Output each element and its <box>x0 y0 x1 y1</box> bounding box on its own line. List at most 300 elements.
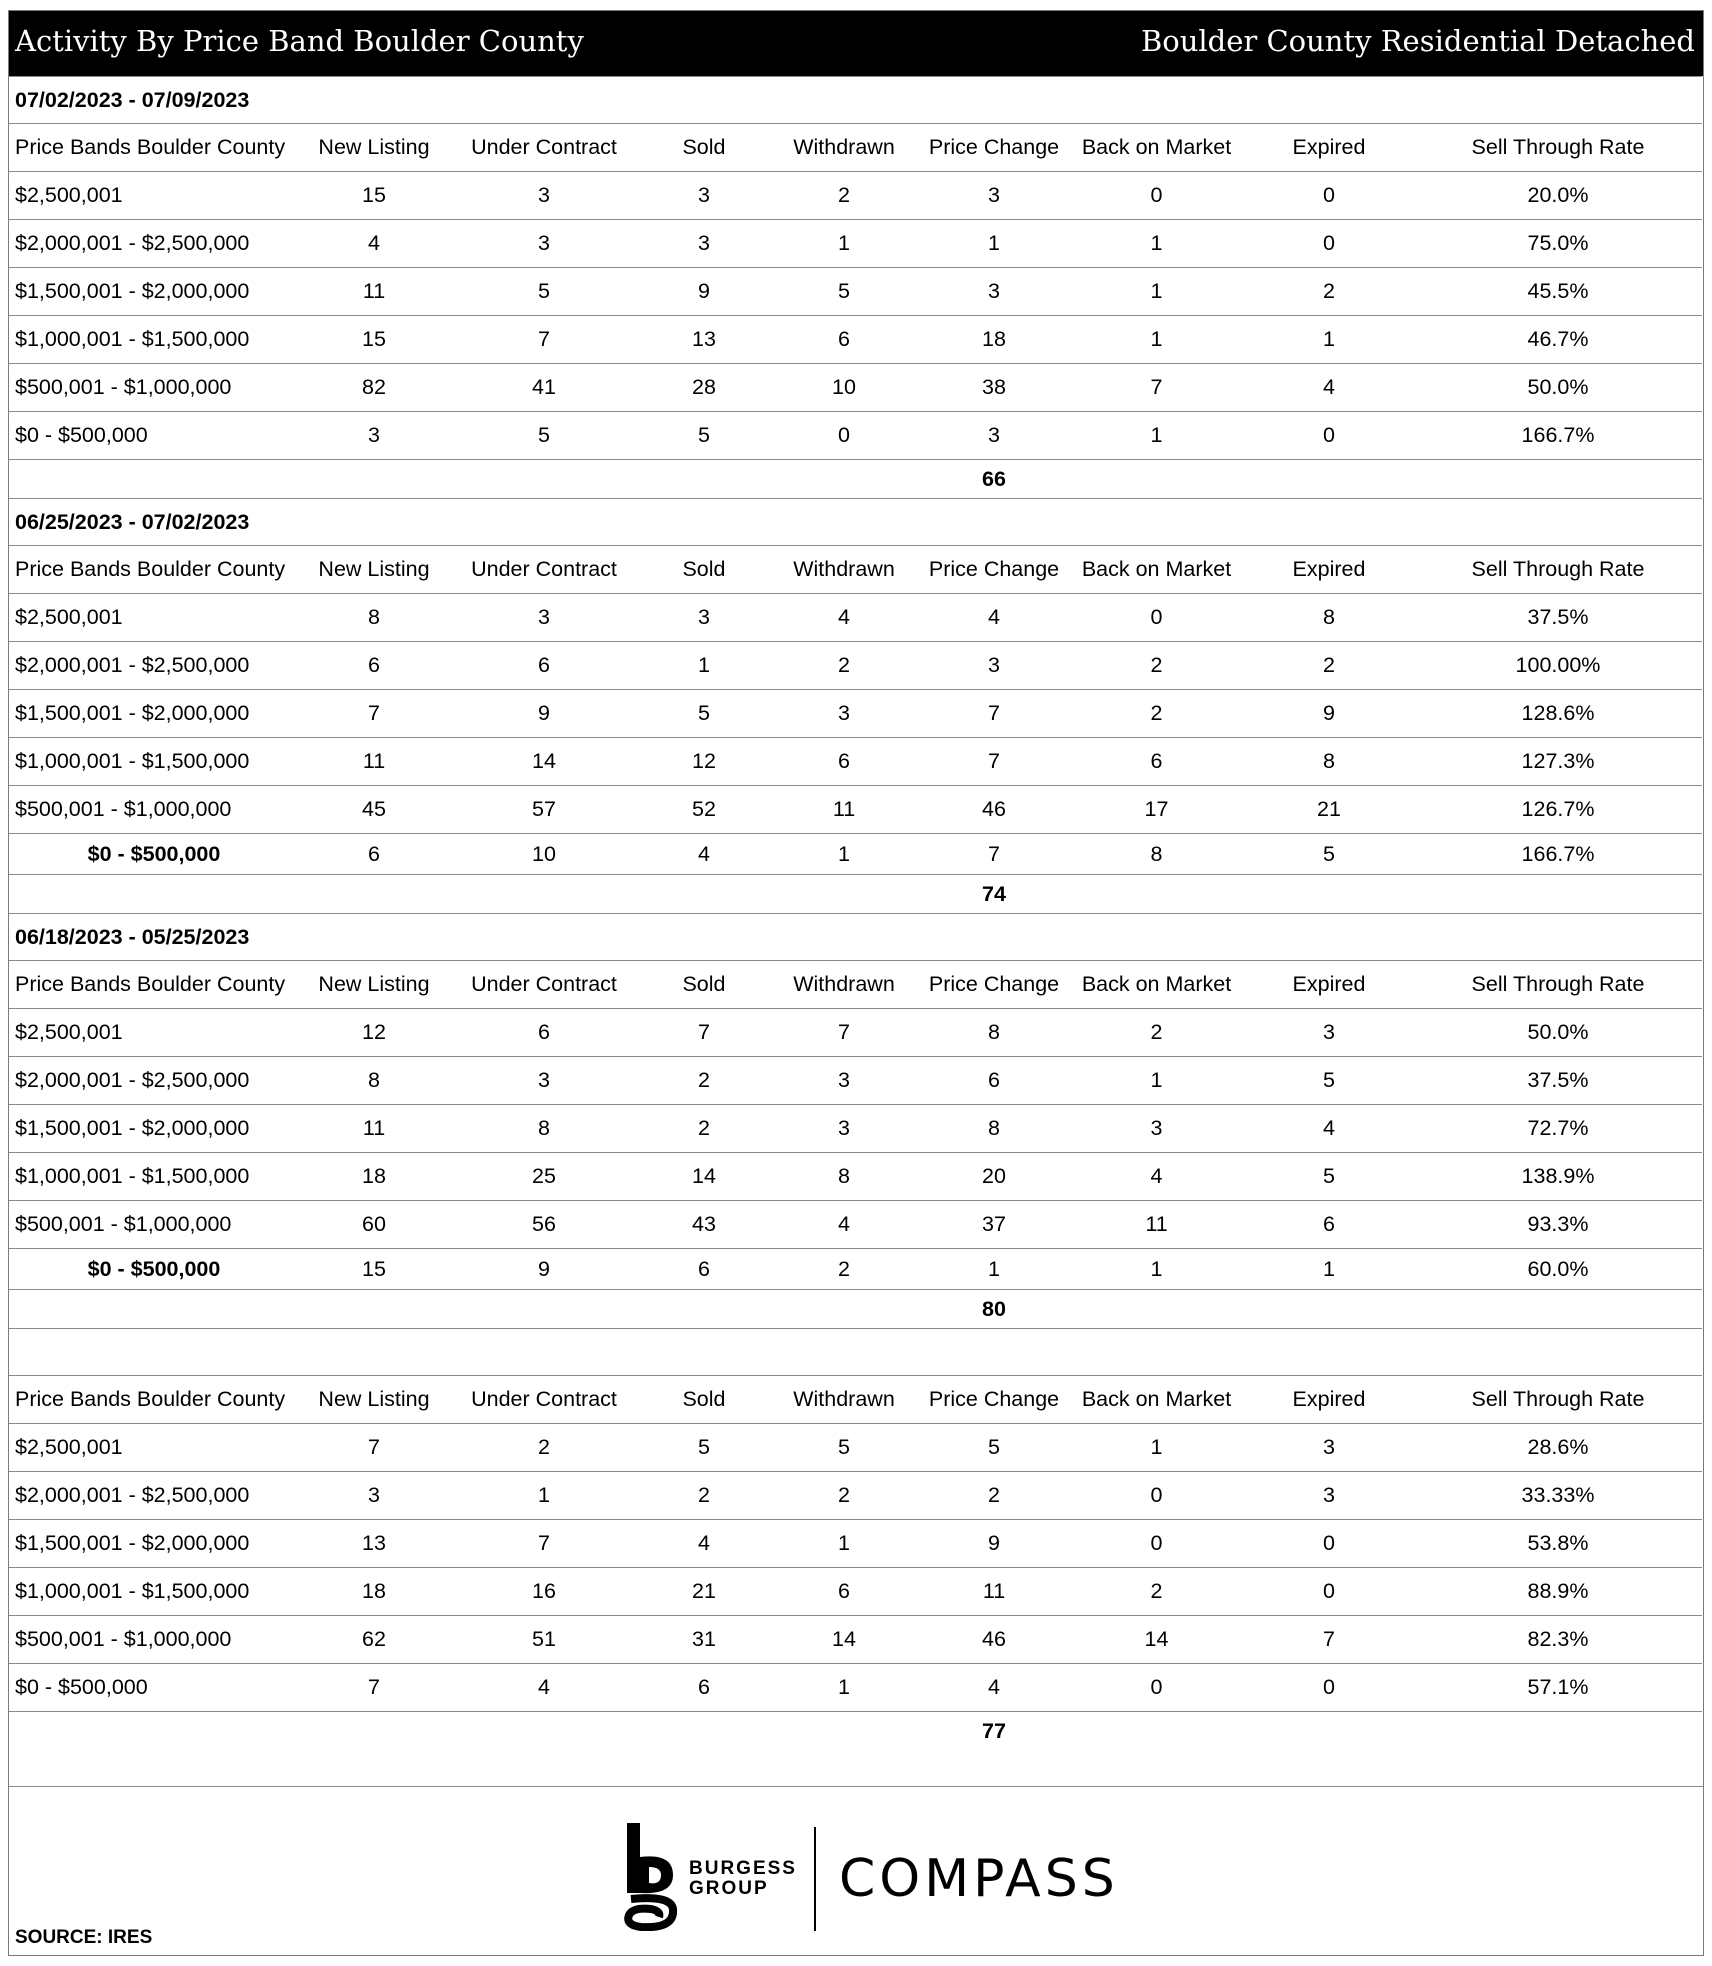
table-row <box>9 364 1702 412</box>
value-cell: 10 <box>769 364 919 412</box>
price-band-cell: $500,001 - $1,000,000 <box>9 364 299 412</box>
value-cell: 15 <box>299 172 449 220</box>
value-cell: 33.33% <box>1414 1472 1702 1520</box>
value-cell: 3 <box>919 172 1069 220</box>
total-value: 74 <box>919 875 1069 914</box>
value-cell: 6 <box>299 834 449 875</box>
value-cell: 53.8% <box>1414 1520 1702 1568</box>
value-cell: 15 <box>299 316 449 364</box>
value-cell: 7 <box>449 1520 639 1568</box>
value-cell: 8 <box>769 1153 919 1201</box>
value-cell: 82.3% <box>1414 1616 1702 1664</box>
value-cell: 3 <box>1069 1105 1244 1153</box>
value-cell: 4 <box>449 1664 639 1712</box>
value-cell: 2 <box>639 1057 769 1105</box>
price-band-cell: $0 - $500,000 <box>9 1249 299 1290</box>
table-row <box>9 220 1702 268</box>
value-cell: 1 <box>769 1664 919 1712</box>
value-cell: 93.3% <box>1414 1201 1702 1249</box>
period-row <box>9 499 1702 546</box>
value-cell: 28.6% <box>1414 1424 1702 1472</box>
value-cell: 4 <box>1069 1153 1244 1201</box>
value-cell: 45.5% <box>1414 268 1702 316</box>
value-cell: 4 <box>1244 364 1414 412</box>
value-cell: 12 <box>299 1009 449 1057</box>
value-cell: 2 <box>639 1472 769 1520</box>
price-band-table <box>9 76 1702 1750</box>
value-cell: 0 <box>1244 1664 1414 1712</box>
value-cell: 45 <box>299 786 449 834</box>
value-cell: 6 <box>769 316 919 364</box>
value-cell: 8 <box>449 1105 639 1153</box>
value-cell: 4 <box>769 1201 919 1249</box>
column-header: New Listing <box>299 1376 449 1424</box>
value-cell: 3 <box>1244 1472 1414 1520</box>
value-cell: 6 <box>919 1057 1069 1105</box>
value-cell: 13 <box>639 316 769 364</box>
value-cell: 14 <box>1069 1616 1244 1664</box>
table-row <box>9 1472 1702 1520</box>
value-cell: 21 <box>639 1568 769 1616</box>
price-band-cell: $1,000,001 - $1,500,000 <box>9 316 299 364</box>
value-cell: 6 <box>449 1009 639 1057</box>
column-header: Price Change <box>919 961 1069 1009</box>
table-row <box>9 1153 1702 1201</box>
value-cell: 50.0% <box>1414 1009 1702 1057</box>
value-cell: 2 <box>1069 1009 1244 1057</box>
value-cell: 5 <box>1244 834 1414 875</box>
value-cell: 1 <box>1069 412 1244 460</box>
report-subtitle: Boulder County Residential Detached <box>1140 24 1695 58</box>
column-header: Sell Through Rate <box>1414 124 1702 172</box>
value-cell: 1 <box>919 220 1069 268</box>
value-cell: 7 <box>639 1009 769 1057</box>
column-header: Price Bands Boulder County <box>9 124 299 172</box>
value-cell: 10 <box>449 834 639 875</box>
report-header <box>9 11 1703 76</box>
value-cell: 1 <box>639 642 769 690</box>
value-cell: 4 <box>1244 1105 1414 1153</box>
value-cell: 7 <box>1069 364 1244 412</box>
total-spacer <box>1069 1290 1702 1329</box>
table-row <box>9 738 1702 786</box>
value-cell: 3 <box>639 220 769 268</box>
table-row <box>9 594 1702 642</box>
price-band-cell: $1,000,001 - $1,500,000 <box>9 1153 299 1201</box>
value-cell: 3 <box>449 1057 639 1105</box>
column-header: New Listing <box>299 961 449 1009</box>
price-band-cell: $500,001 - $1,000,000 <box>9 1201 299 1249</box>
table-row <box>9 1105 1702 1153</box>
value-cell: 9 <box>449 690 639 738</box>
value-cell: 7 <box>919 738 1069 786</box>
value-cell: 1 <box>1069 1424 1244 1472</box>
value-cell: 5 <box>639 412 769 460</box>
value-cell: 5 <box>1244 1153 1414 1201</box>
period-row <box>9 914 1702 961</box>
price-band-cell: $0 - $500,000 <box>9 834 299 875</box>
value-cell: 18 <box>299 1568 449 1616</box>
value-cell: 1 <box>769 1520 919 1568</box>
total-spacer <box>9 1290 919 1329</box>
logo-divider <box>814 1827 816 1931</box>
table-row <box>9 1616 1702 1664</box>
value-cell: 0 <box>1069 172 1244 220</box>
value-cell: 2 <box>1069 690 1244 738</box>
value-cell: 2 <box>919 1472 1069 1520</box>
value-cell: 1 <box>1069 1249 1244 1290</box>
value-cell: 3 <box>299 412 449 460</box>
value-cell: 17 <box>1069 786 1244 834</box>
period-label <box>9 1329 1702 1376</box>
value-cell: 51 <box>449 1616 639 1664</box>
column-header: Price Change <box>919 1376 1069 1424</box>
value-cell: 1 <box>769 834 919 875</box>
value-cell: 38 <box>919 364 1069 412</box>
value-cell: 5 <box>919 1424 1069 1472</box>
total-value: 77 <box>919 1712 1069 1751</box>
price-band-cell: $0 - $500,000 <box>9 412 299 460</box>
value-cell: 57.1% <box>1414 1664 1702 1712</box>
column-header-row <box>9 1376 1702 1424</box>
value-cell: 11 <box>919 1568 1069 1616</box>
value-cell: 3 <box>769 1057 919 1105</box>
value-cell: 11 <box>299 268 449 316</box>
column-header: Sold <box>639 961 769 1009</box>
value-cell: 6 <box>769 1568 919 1616</box>
period-label: 07/02/2023 - 07/09/2023 <box>9 77 1702 124</box>
column-header: Back on Market <box>1069 546 1244 594</box>
table-row <box>9 268 1702 316</box>
value-cell: 12 <box>639 738 769 786</box>
price-band-cell: $2,500,001 <box>9 172 299 220</box>
total-row <box>9 875 1702 914</box>
column-header: Withdrawn <box>769 961 919 1009</box>
total-spacer <box>9 460 919 499</box>
value-cell: 6 <box>1069 738 1244 786</box>
column-header: Sold <box>639 546 769 594</box>
total-row <box>9 1290 1702 1329</box>
table-row <box>9 412 1702 460</box>
price-band-cell: $2,500,001 <box>9 1424 299 1472</box>
value-cell: 50.0% <box>1414 364 1702 412</box>
value-cell: 7 <box>919 690 1069 738</box>
value-cell: 8 <box>299 594 449 642</box>
table-row <box>9 316 1702 364</box>
report-title: Activity By Price Band Boulder County <box>15 24 584 58</box>
period-label: 06/18/2023 - 05/25/2023 <box>9 914 1702 961</box>
burgess-group-wordmark <box>689 1859 797 1899</box>
column-header: Expired <box>1244 961 1414 1009</box>
value-cell: 52 <box>639 786 769 834</box>
value-cell: 2 <box>639 1105 769 1153</box>
column-header-row <box>9 961 1702 1009</box>
value-cell: 6 <box>1244 1201 1414 1249</box>
value-cell: 8 <box>1244 594 1414 642</box>
value-cell: 1 <box>1069 316 1244 364</box>
price-band-cell: $1,500,001 - $2,000,000 <box>9 690 299 738</box>
value-cell: 3 <box>1244 1424 1414 1472</box>
price-band-cell: $500,001 - $1,000,000 <box>9 1616 299 1664</box>
value-cell: 0 <box>1244 172 1414 220</box>
value-cell: 37.5% <box>1414 594 1702 642</box>
value-cell: 21 <box>1244 786 1414 834</box>
value-cell: 0 <box>1069 1664 1244 1712</box>
value-cell: 7 <box>299 1424 449 1472</box>
value-cell: 1 <box>449 1472 639 1520</box>
value-cell: 8 <box>1244 738 1414 786</box>
value-cell: 60.0% <box>1414 1249 1702 1290</box>
value-cell: 56 <box>449 1201 639 1249</box>
value-cell: 2 <box>769 172 919 220</box>
value-cell: 20 <box>919 1153 1069 1201</box>
value-cell: 16 <box>449 1568 639 1616</box>
value-cell: 6 <box>299 642 449 690</box>
value-cell: 3 <box>299 1472 449 1520</box>
price-band-cell: $2,000,001 - $2,500,000 <box>9 1057 299 1105</box>
value-cell: 0 <box>1244 1520 1414 1568</box>
value-cell: 7 <box>299 1664 449 1712</box>
value-cell: 1 <box>1244 316 1414 364</box>
value-cell: 9 <box>919 1520 1069 1568</box>
price-band-cell: $2,500,001 <box>9 594 299 642</box>
table-row <box>9 690 1702 738</box>
total-spacer <box>1069 460 1702 499</box>
value-cell: 9 <box>449 1249 639 1290</box>
column-header: Withdrawn <box>769 1376 919 1424</box>
value-cell: 3 <box>449 220 639 268</box>
value-cell: 3 <box>919 412 1069 460</box>
value-cell: 14 <box>639 1153 769 1201</box>
value-cell: 128.6% <box>1414 690 1702 738</box>
value-cell: 37 <box>919 1201 1069 1249</box>
period-row <box>9 77 1702 124</box>
value-cell: 43 <box>639 1201 769 1249</box>
column-header: Under Contract <box>449 546 639 594</box>
value-cell: 5 <box>769 1424 919 1472</box>
value-cell: 3 <box>919 268 1069 316</box>
column-header: Sell Through Rate <box>1414 546 1702 594</box>
value-cell: 7 <box>919 834 1069 875</box>
value-cell: 3 <box>639 594 769 642</box>
value-cell: 0 <box>1069 1472 1244 1520</box>
value-cell: 1 <box>1069 220 1244 268</box>
value-cell: 1 <box>1244 1249 1414 1290</box>
value-cell: 6 <box>769 738 919 786</box>
value-cell: 100.00% <box>1414 642 1702 690</box>
period-label: 06/25/2023 - 07/02/2023 <box>9 499 1702 546</box>
value-cell: 5 <box>639 1424 769 1472</box>
value-cell: 5 <box>1244 1057 1414 1105</box>
value-cell: 46.7% <box>1414 316 1702 364</box>
column-header: Sold <box>639 124 769 172</box>
column-header: Back on Market <box>1069 1376 1244 1424</box>
value-cell: 8 <box>919 1009 1069 1057</box>
value-cell: 8 <box>299 1057 449 1105</box>
value-cell: 5 <box>449 268 639 316</box>
value-cell: 6 <box>639 1249 769 1290</box>
value-cell: 11 <box>299 1105 449 1153</box>
total-spacer <box>1069 1712 1702 1751</box>
column-header: Price Change <box>919 546 1069 594</box>
value-cell: 1 <box>919 1249 1069 1290</box>
value-cell: 6 <box>449 642 639 690</box>
price-band-cell: $1,500,001 - $2,000,000 <box>9 1520 299 1568</box>
value-cell: 127.3% <box>1414 738 1702 786</box>
table-row <box>9 1520 1702 1568</box>
price-band-cell: $2,000,001 - $2,500,000 <box>9 642 299 690</box>
price-band-cell: $1,000,001 - $1,500,000 <box>9 1568 299 1616</box>
value-cell: 1 <box>1069 268 1244 316</box>
total-value: 66 <box>919 460 1069 499</box>
value-cell: 7 <box>449 316 639 364</box>
column-header: New Listing <box>299 124 449 172</box>
value-cell: 18 <box>919 316 1069 364</box>
value-cell: 2 <box>1069 642 1244 690</box>
column-header-row <box>9 124 1702 172</box>
report-page <box>8 10 1704 1956</box>
price-band-cell: $1,500,001 - $2,000,000 <box>9 1105 299 1153</box>
table-row <box>9 1009 1702 1057</box>
value-cell: 2 <box>769 1249 919 1290</box>
column-header: Expired <box>1244 124 1414 172</box>
value-cell: 1 <box>769 220 919 268</box>
price-band-cell: $0 - $500,000 <box>9 1664 299 1712</box>
compass-logo: COMPASS <box>839 1849 1119 1909</box>
value-cell: 4 <box>639 834 769 875</box>
table-row <box>9 834 1702 875</box>
value-cell: 18 <box>299 1153 449 1201</box>
price-band-cell: $2,000,001 - $2,500,000 <box>9 220 299 268</box>
period-row <box>9 1329 1702 1376</box>
burgess-group-logo-icon <box>621 1823 681 1931</box>
value-cell: 138.9% <box>1414 1153 1702 1201</box>
price-band-cell: $2,500,001 <box>9 1009 299 1057</box>
column-header: Price Change <box>919 124 1069 172</box>
value-cell: 0 <box>1069 1520 1244 1568</box>
value-cell: 2 <box>769 642 919 690</box>
total-spacer <box>9 875 919 914</box>
value-cell: 0 <box>1069 594 1244 642</box>
column-header: Back on Market <box>1069 961 1244 1009</box>
total-row <box>9 460 1702 499</box>
value-cell: 25 <box>449 1153 639 1201</box>
value-cell: 2 <box>1069 1568 1244 1616</box>
value-cell: 3 <box>449 172 639 220</box>
value-cell: 20.0% <box>1414 172 1702 220</box>
table-row <box>9 172 1702 220</box>
column-header: Under Contract <box>449 124 639 172</box>
value-cell: 7 <box>299 690 449 738</box>
table-row <box>9 786 1702 834</box>
value-cell: 2 <box>769 1472 919 1520</box>
value-cell: 88.9% <box>1414 1568 1702 1616</box>
total-value: 80 <box>919 1290 1069 1329</box>
brand-line-1: BURGESS <box>689 1858 797 1879</box>
table-row <box>9 1424 1702 1472</box>
value-cell: 57 <box>449 786 639 834</box>
value-cell: 2 <box>449 1424 639 1472</box>
column-header: Price Bands Boulder County <box>9 961 299 1009</box>
column-header: Price Bands Boulder County <box>9 1376 299 1424</box>
value-cell: 3 <box>769 690 919 738</box>
value-cell: 126.7% <box>1414 786 1702 834</box>
price-band-cell: $1,000,001 - $1,500,000 <box>9 738 299 786</box>
value-cell: 4 <box>769 594 919 642</box>
value-cell: 13 <box>299 1520 449 1568</box>
value-cell: 0 <box>1244 220 1414 268</box>
value-cell: 14 <box>449 738 639 786</box>
brand-line-2: GROUP <box>689 1878 769 1899</box>
column-header-row <box>9 546 1702 594</box>
table-row <box>9 1249 1702 1290</box>
column-header: Back on Market <box>1069 124 1244 172</box>
value-cell: 4 <box>639 1520 769 1568</box>
column-header: New Listing <box>299 546 449 594</box>
column-header: Under Contract <box>449 1376 639 1424</box>
value-cell: 28 <box>639 364 769 412</box>
value-cell: 62 <box>299 1616 449 1664</box>
table-row <box>9 1057 1702 1105</box>
value-cell: 11 <box>299 738 449 786</box>
value-cell: 72.7% <box>1414 1105 1702 1153</box>
value-cell: 8 <box>1069 834 1244 875</box>
value-cell: 9 <box>639 268 769 316</box>
value-cell: 6 <box>639 1664 769 1712</box>
value-cell: 3 <box>639 172 769 220</box>
price-band-cell: $500,001 - $1,000,000 <box>9 786 299 834</box>
value-cell: 166.7% <box>1414 412 1702 460</box>
value-cell: 8 <box>919 1105 1069 1153</box>
column-header: Expired <box>1244 1376 1414 1424</box>
value-cell: 5 <box>769 268 919 316</box>
price-band-cell: $2,000,001 - $2,500,000 <box>9 1472 299 1520</box>
column-header: Sold <box>639 1376 769 1424</box>
value-cell: 82 <box>299 364 449 412</box>
value-cell: 11 <box>1069 1201 1244 1249</box>
value-cell: 3 <box>449 594 639 642</box>
value-cell: 166.7% <box>1414 834 1702 875</box>
table-row <box>9 1664 1702 1712</box>
value-cell: 0 <box>1244 1568 1414 1616</box>
value-cell: 60 <box>299 1201 449 1249</box>
value-cell: 7 <box>769 1009 919 1057</box>
value-cell: 7 <box>1244 1616 1414 1664</box>
value-cell: 5 <box>639 690 769 738</box>
footer <box>9 1786 1703 1955</box>
price-band-cell: $1,500,001 - $2,000,000 <box>9 268 299 316</box>
value-cell: 3 <box>1244 1009 1414 1057</box>
value-cell: 4 <box>299 220 449 268</box>
table-row <box>9 1568 1702 1616</box>
value-cell: 2 <box>1244 268 1414 316</box>
value-cell: 4 <box>919 594 1069 642</box>
table-row <box>9 642 1702 690</box>
value-cell: 75.0% <box>1414 220 1702 268</box>
total-spacer <box>1069 875 1702 914</box>
table-row <box>9 1201 1702 1249</box>
total-row <box>9 1712 1702 1751</box>
value-cell: 11 <box>769 786 919 834</box>
value-cell: 46 <box>919 1616 1069 1664</box>
value-cell: 1 <box>1069 1057 1244 1105</box>
column-header: Withdrawn <box>769 546 919 594</box>
value-cell: 0 <box>769 412 919 460</box>
column-header: Expired <box>1244 546 1414 594</box>
value-cell: 2 <box>1244 642 1414 690</box>
column-header: Sell Through Rate <box>1414 1376 1702 1424</box>
value-cell: 9 <box>1244 690 1414 738</box>
